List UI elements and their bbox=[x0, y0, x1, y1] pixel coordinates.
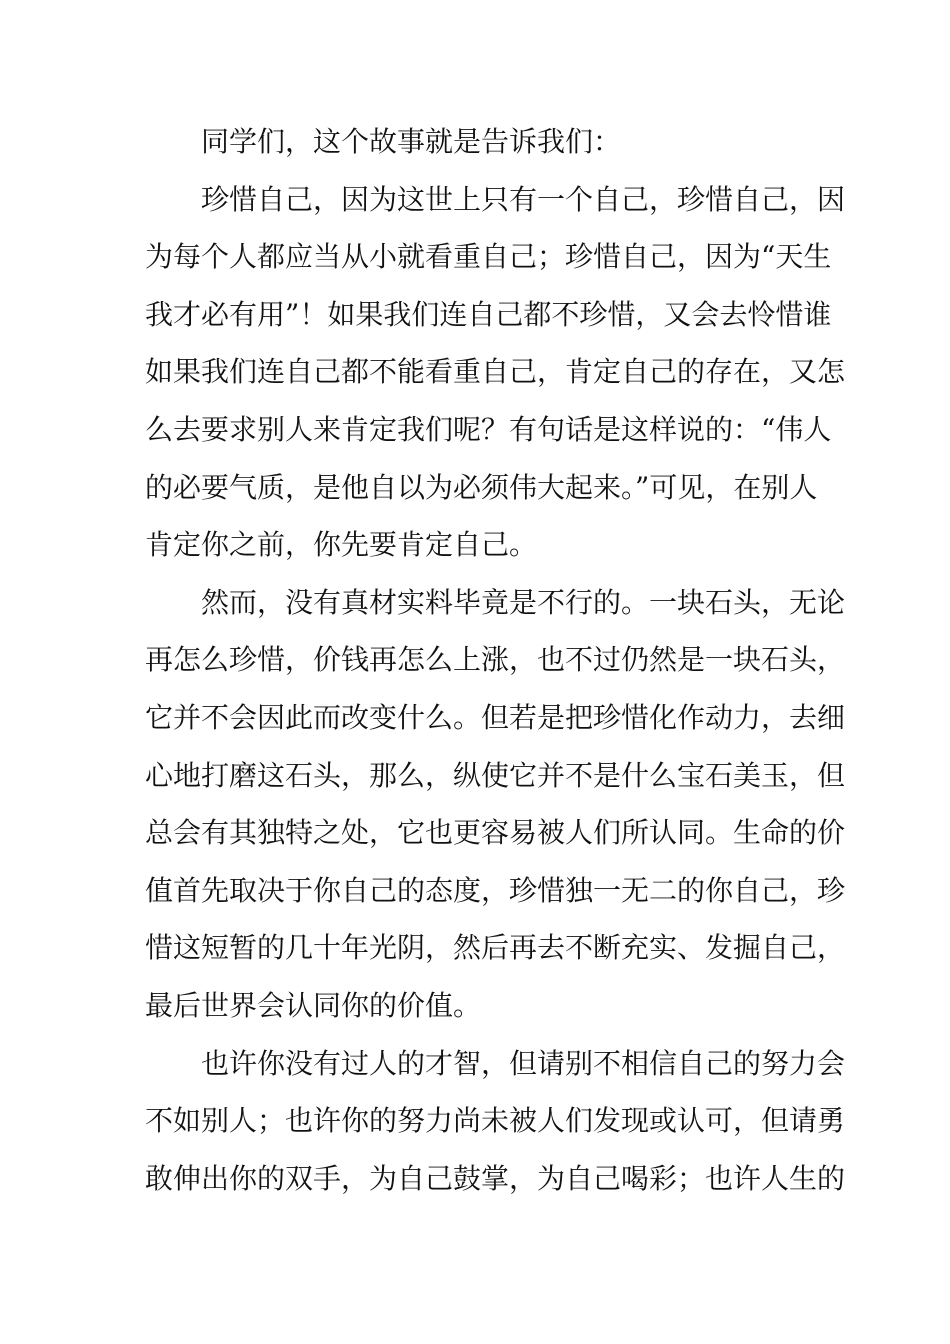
text-line: 总会有其独特之处，它也更容易被人们所认同。生命的价 bbox=[145, 816, 846, 850]
text-line: 最后世界会认同你的价值。 bbox=[145, 988, 482, 1022]
text-line: 也许你没有过人的才智，但请别不相信自己的努力会 bbox=[201, 1046, 846, 1080]
text-line: 它并不会因此而改变什么。但若是把珍惜化作动力，去细 bbox=[145, 700, 846, 734]
paragraph-intro bbox=[145, 113, 805, 171]
text-line: 我才必有用”！如果我们连自己都不珍惜，又会去怜惜谁 bbox=[145, 297, 832, 331]
text-line: 肯定你之前，你先要肯定自己。 bbox=[145, 528, 538, 562]
text-line: 的必要气质，是他自以为必须伟大起来。”可见，在别人 bbox=[145, 470, 818, 504]
text-line: 么去要求别人来肯定我们呢？有句话是这样说的：“伟人 bbox=[145, 412, 832, 446]
body-text bbox=[145, 113, 846, 1207]
text-line: 珍惜自己，因为这世上只有一个自己，珍惜自己，因 bbox=[201, 182, 846, 216]
text-line: 值首先取决于你自己的态度，珍惜独一无二的你自己，珍 bbox=[145, 873, 846, 907]
text-line: 再怎么珍惜，价钱再怎么上涨，也不过仍然是一块石头， bbox=[145, 643, 846, 677]
text-line: 惜这短暂的几十年光阴，然后再去不断充实、发掘自己， bbox=[145, 931, 846, 965]
text-line: 心地打磨这石头，那么，纵使它并不是什么宝石美玉，但 bbox=[145, 758, 846, 792]
text-line: 然而，没有真材实料毕竟是不行的。一块石头，无论 bbox=[201, 585, 846, 619]
paragraph-stone bbox=[145, 574, 846, 1035]
text-line: 为每个人都应当从小就看重自己；珍惜自己，因为“天生 bbox=[145, 240, 832, 274]
text-line: 如果我们连自己都不能看重自己，肯定自己的存在，又怎 bbox=[145, 355, 846, 389]
text-line: 同学们，这个故事就是告诉我们： bbox=[201, 125, 622, 158]
text-line: 敢伸出你的双手，为自己鼓掌，为自己喝彩；也许人生的 bbox=[145, 1161, 846, 1195]
paragraph-cherish-self bbox=[145, 171, 846, 574]
text-line: 不如别人；也许你的努力尚未被人们发现或认可，但请勇 bbox=[145, 1104, 846, 1138]
paragraph-effort bbox=[145, 1035, 846, 1208]
